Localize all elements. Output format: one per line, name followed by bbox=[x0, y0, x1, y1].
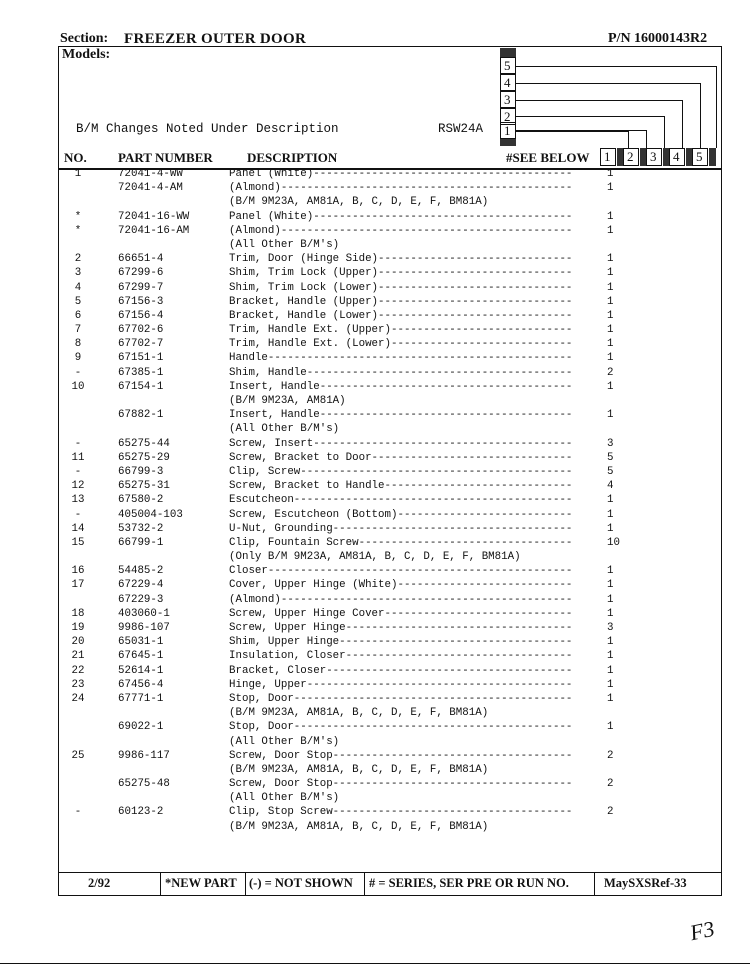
row-item-number: 12 bbox=[71, 480, 85, 493]
row-description: Bracket, Handle (Upper)------------------------------ bbox=[229, 295, 573, 308]
row-part-number: 405004-103 bbox=[118, 508, 183, 521]
row-part-number: 66799-3 bbox=[118, 465, 164, 478]
table-row bbox=[58, 735, 722, 749]
row-description: Panel (White)---------------------------------------- bbox=[229, 210, 573, 223]
row-item-number: 16 bbox=[71, 565, 85, 578]
table-row bbox=[58, 593, 722, 607]
row-description: (B/M 9M23A, AM81A) bbox=[229, 395, 346, 407]
row-quantity: 1 bbox=[607, 182, 614, 195]
table-row bbox=[58, 820, 722, 834]
footer-date: 2/92 bbox=[88, 876, 111, 890]
row-description: Shim, Upper Hinge------------------------------------ bbox=[229, 636, 573, 649]
row-quantity: 1 bbox=[607, 721, 614, 734]
footer-reference: MaySXSRef-33 bbox=[604, 876, 687, 890]
row-description: Screw, Upper Hinge----------------------------------- bbox=[229, 622, 573, 634]
parts-table bbox=[58, 167, 722, 834]
row-part-number: 54485-2 bbox=[118, 565, 164, 578]
row-quantity: 1 bbox=[607, 664, 614, 677]
table-row bbox=[58, 564, 722, 578]
table-row bbox=[58, 408, 722, 422]
row-part-number: 65031-1 bbox=[118, 636, 164, 649]
connector-line bbox=[682, 100, 683, 148]
row-quantity: 4 bbox=[607, 480, 614, 493]
row-description: Screw, Bracket to Door------------------------------- bbox=[229, 451, 573, 464]
table-row bbox=[58, 550, 722, 564]
row-description: Screw, Bracket to Handle----------------------------- bbox=[229, 480, 573, 493]
table-row bbox=[58, 621, 722, 635]
table-row bbox=[58, 167, 722, 181]
row-quantity: 10 bbox=[607, 536, 620, 549]
row-quantity: 2 bbox=[607, 806, 614, 819]
models-label: Models: bbox=[62, 47, 111, 62]
connector-line bbox=[646, 130, 647, 148]
row-description: Screw, Upper Hinge Cover----------------------------- bbox=[229, 607, 573, 620]
row-part-number: 67299-7 bbox=[118, 281, 164, 294]
row-quantity: 1 bbox=[607, 309, 614, 322]
series-col-box: 1 bbox=[600, 148, 616, 166]
row-description: (All Other B/M's) bbox=[229, 735, 340, 748]
row-item-number: 10 bbox=[71, 380, 85, 393]
bm-changes-note: B/M Changes Noted Under Description bbox=[76, 122, 339, 136]
row-item-number: 25 bbox=[71, 749, 85, 762]
row-description: (B/M 9M23A, AM81A, B, C, D, E, F, BM81A) bbox=[229, 763, 489, 776]
table-row bbox=[58, 309, 722, 323]
row-part-number: 67771-1 bbox=[118, 692, 164, 705]
row-part-number: 72041-16-WW bbox=[118, 210, 190, 223]
table-row bbox=[58, 465, 722, 479]
row-item-number: * bbox=[74, 224, 82, 237]
row-part-number: 67702-7 bbox=[118, 338, 164, 351]
row-part-number: 67882-1 bbox=[118, 409, 164, 422]
table-row bbox=[58, 791, 722, 805]
connector-line bbox=[716, 66, 717, 148]
table-row bbox=[58, 437, 722, 451]
row-part-number: 67229-4 bbox=[118, 579, 164, 592]
table-row bbox=[58, 678, 722, 692]
row-part-number: 67151-1 bbox=[118, 352, 164, 365]
row-quantity: 1 bbox=[607, 168, 614, 180]
row-part-number: 65275-48 bbox=[118, 778, 170, 791]
connector-line bbox=[516, 116, 664, 117]
row-part-number: 403060-1 bbox=[118, 607, 170, 620]
row-description: Trim, Handle Ext. (Lower)---------------------------- bbox=[229, 338, 573, 351]
row-part-number: 72041-16-AM bbox=[118, 224, 190, 237]
row-item-number: 3 bbox=[74, 267, 82, 280]
table-row bbox=[58, 181, 722, 195]
connector-line bbox=[516, 100, 682, 101]
table-row bbox=[58, 763, 722, 777]
row-part-number: 66799-1 bbox=[118, 536, 164, 549]
row-quantity: 1 bbox=[607, 253, 614, 266]
table-row bbox=[58, 493, 722, 507]
row-item-number: - bbox=[74, 437, 82, 450]
table-row bbox=[58, 210, 722, 224]
row-part-number: 67156-3 bbox=[118, 295, 164, 308]
table-row bbox=[58, 195, 722, 209]
row-part-number: 67229-3 bbox=[118, 593, 164, 606]
row-quantity: 2 bbox=[607, 749, 614, 762]
row-item-number: 2 bbox=[74, 253, 82, 266]
row-description: Insulation, Closer----------------------------------- bbox=[229, 650, 573, 663]
row-quantity: 1 bbox=[607, 508, 614, 521]
row-quantity: 1 bbox=[607, 380, 614, 393]
row-description: Stop, Door------------------------------------------- bbox=[229, 692, 573, 705]
row-item-number: 23 bbox=[71, 678, 85, 691]
row-quantity: 1 bbox=[607, 409, 614, 422]
connector-line bbox=[516, 131, 628, 132]
col-header-description: DESCRIPTION bbox=[247, 150, 338, 165]
row-description: Screw, Escutcheon (Bottom)--------------------------- bbox=[229, 508, 573, 521]
row-item-number: 15 bbox=[71, 536, 85, 549]
col-header-no: NO. bbox=[64, 150, 87, 165]
row-quantity: 1 bbox=[607, 224, 614, 237]
row-description: (B/M 9M23A, AM81A, B, C, D, E, F, BM81A) bbox=[229, 707, 489, 720]
footer-new-part: *NEW PART bbox=[165, 876, 237, 890]
row-part-number: 72041-4-WW bbox=[118, 168, 183, 180]
model-number: RSW24A bbox=[438, 122, 484, 136]
row-item-number: - bbox=[74, 465, 82, 478]
row-quantity: 1 bbox=[607, 494, 614, 507]
row-description: Hinge, Upper----------------------------------------- bbox=[229, 678, 573, 691]
row-description: (Almond)--------------------------------------------- bbox=[229, 182, 573, 195]
table-row bbox=[58, 479, 722, 493]
row-quantity: 1 bbox=[607, 565, 614, 578]
row-description: Trim, Door (Hinge Side)------------------------------ bbox=[229, 253, 573, 266]
row-description: Clip, Screw------------------------------------------ bbox=[229, 465, 573, 478]
row-description: Insert, Handle--------------------------------------- bbox=[229, 409, 573, 422]
table-row bbox=[58, 777, 722, 791]
footer-separator bbox=[245, 872, 246, 896]
series-digit-box: 1 bbox=[500, 122, 516, 139]
row-description: Insert, Handle--------------------------------------- bbox=[229, 380, 573, 393]
row-description: Closer----------------------------------------------- bbox=[229, 565, 573, 578]
series-digit-box: 4 bbox=[500, 74, 516, 91]
table-row bbox=[58, 536, 722, 550]
row-description: (All Other B/M's) bbox=[229, 792, 340, 805]
table-row bbox=[58, 380, 722, 394]
row-item-number: 5 bbox=[74, 295, 82, 308]
series-col-mark bbox=[709, 148, 716, 166]
row-part-number: 69022-1 bbox=[118, 721, 164, 734]
row-part-number: 65275-29 bbox=[118, 451, 170, 464]
table-row bbox=[58, 649, 722, 663]
row-quantity: 1 bbox=[607, 281, 614, 294]
footer-separator bbox=[160, 872, 161, 896]
footer-not-shown: (-) = NOT SHOWN bbox=[249, 876, 353, 890]
series-digit-box: 5 bbox=[500, 57, 516, 74]
table-row bbox=[58, 706, 722, 720]
table-row bbox=[58, 451, 722, 465]
row-description: Bracket, Handle (Lower)------------------------------ bbox=[229, 309, 573, 322]
table-row bbox=[58, 607, 722, 621]
row-quantity: 2 bbox=[607, 366, 614, 379]
connector-line bbox=[664, 116, 665, 148]
row-item-number: 17 bbox=[71, 579, 85, 592]
row-item-number: 24 bbox=[71, 692, 85, 705]
series-digit-box: 2 bbox=[500, 108, 516, 125]
table-row bbox=[58, 266, 722, 280]
row-quantity: 1 bbox=[607, 295, 614, 308]
series-col-box: 5 bbox=[692, 148, 708, 166]
row-item-number: * bbox=[74, 210, 82, 223]
row-item-number: 11 bbox=[71, 451, 85, 464]
row-quantity: 5 bbox=[607, 451, 614, 464]
table-row bbox=[58, 720, 722, 734]
connector-line bbox=[516, 83, 700, 84]
col-header-see-below: #SEE BELOW bbox=[506, 150, 590, 165]
row-description: Cover, Upper Hinge (White)--------------------------- bbox=[229, 579, 573, 592]
row-part-number: 67456-4 bbox=[118, 678, 164, 691]
row-item-number: 1 bbox=[74, 168, 82, 180]
row-item-number: 18 bbox=[71, 607, 85, 620]
row-item-number: 20 bbox=[71, 636, 85, 649]
table-row bbox=[58, 351, 722, 365]
series-diagram-mark bbox=[500, 48, 516, 57]
row-item-number: 7 bbox=[74, 324, 82, 337]
table-row bbox=[58, 692, 722, 706]
row-quantity: 3 bbox=[607, 622, 614, 634]
series-col-box: 3 bbox=[646, 148, 662, 166]
row-quantity: 1 bbox=[607, 352, 614, 365]
row-description: Shim, Trim Lock (Upper)------------------------------ bbox=[229, 267, 573, 280]
row-item-number: 19 bbox=[71, 622, 85, 634]
row-quantity: 1 bbox=[607, 267, 614, 280]
row-description: Handle----------------------------------------------- bbox=[229, 352, 573, 365]
connector-line bbox=[628, 131, 629, 148]
table-row bbox=[58, 578, 722, 592]
row-part-number: 53732-2 bbox=[118, 522, 164, 535]
connector-line bbox=[516, 66, 716, 67]
row-part-number: 9986-117 bbox=[118, 749, 170, 762]
row-description: (Only B/M 9M23A, AM81A, B, C, D, E, F, BM81A) bbox=[229, 551, 521, 564]
table-row bbox=[58, 805, 722, 819]
row-description: Screw, Insert---------------------------------------- bbox=[229, 437, 573, 450]
row-quantity: 1 bbox=[607, 636, 614, 649]
col-header-part-number: PART NUMBER bbox=[118, 150, 213, 165]
row-item-number: - bbox=[74, 366, 82, 379]
table-row bbox=[58, 323, 722, 337]
row-part-number: 72041-4-AM bbox=[118, 182, 183, 195]
row-item-number: 14 bbox=[71, 522, 85, 535]
row-description: Clip, Fountain Screw--------------------------------- bbox=[229, 536, 573, 549]
table-row bbox=[58, 522, 722, 536]
row-quantity: 1 bbox=[607, 678, 614, 691]
row-description: (B/M 9M23A, AM81A, B, C, D, E, F, BM81A) bbox=[229, 196, 489, 209]
handwritten-note: F3 bbox=[687, 915, 717, 946]
row-part-number: 65275-44 bbox=[118, 437, 170, 450]
series-col-box: 4 bbox=[669, 148, 685, 166]
series-digit-box: 3 bbox=[500, 91, 516, 108]
row-description: (All Other B/M's) bbox=[229, 238, 340, 251]
row-part-number: 67299-6 bbox=[118, 267, 164, 280]
table-row bbox=[58, 224, 722, 238]
row-description: Stop, Door------------------------------------------- bbox=[229, 721, 573, 734]
row-quantity: 1 bbox=[607, 522, 614, 535]
row-description: Trim, Handle Ext. (Upper)---------------------------- bbox=[229, 324, 573, 337]
row-part-number: 65275-31 bbox=[118, 480, 170, 493]
row-quantity: 1 bbox=[607, 593, 614, 606]
row-part-number: 67154-1 bbox=[118, 380, 164, 393]
row-quantity: 1 bbox=[607, 607, 614, 620]
table-row bbox=[58, 635, 722, 649]
row-description: Shim, Trim Lock (Lower)------------------------------ bbox=[229, 281, 573, 294]
row-quantity: 1 bbox=[607, 210, 614, 223]
row-part-number: 67580-2 bbox=[118, 494, 164, 507]
row-description: (Almond)--------------------------------------------- bbox=[229, 593, 573, 606]
page-bottom-rule bbox=[0, 963, 750, 964]
row-quantity: 1 bbox=[607, 579, 614, 592]
series-col-box: 2 bbox=[623, 148, 639, 166]
row-item-number: - bbox=[74, 806, 82, 819]
table-row bbox=[58, 295, 722, 309]
table-row bbox=[58, 664, 722, 678]
row-quantity: 1 bbox=[607, 324, 614, 337]
series-diagram-mark bbox=[500, 139, 516, 146]
row-quantity: 1 bbox=[607, 338, 614, 351]
row-description: U-Nut, Grounding------------------------------------- bbox=[229, 522, 573, 535]
row-quantity: 1 bbox=[607, 650, 614, 663]
table-row bbox=[58, 281, 722, 295]
footer-series-note: # = SERIES, SER PRE OR RUN NO. bbox=[369, 876, 569, 890]
footer-separator bbox=[594, 872, 595, 896]
row-part-number: 52614-1 bbox=[118, 664, 164, 677]
section-label: Section: bbox=[60, 31, 109, 46]
row-item-number: 9 bbox=[74, 352, 82, 365]
table-row bbox=[58, 252, 722, 266]
row-description: (Almond)--------------------------------------------- bbox=[229, 224, 573, 237]
row-part-number: 67645-1 bbox=[118, 650, 164, 663]
row-item-number: 21 bbox=[71, 650, 85, 663]
row-part-number: 67156-4 bbox=[118, 309, 164, 322]
table-row bbox=[58, 337, 722, 351]
row-item-number: 22 bbox=[71, 664, 85, 677]
row-item-number: 13 bbox=[71, 494, 85, 507]
row-item-number: 6 bbox=[74, 309, 82, 322]
row-description: Escutcheon------------------------------------------- bbox=[229, 494, 573, 507]
table-row bbox=[58, 749, 722, 763]
connector-line bbox=[700, 83, 701, 148]
row-part-number: 66651-4 bbox=[118, 253, 164, 266]
row-description: (All Other B/M's) bbox=[229, 423, 340, 436]
row-description: Shim, Handle----------------------------------------- bbox=[229, 366, 573, 379]
row-quantity: 2 bbox=[607, 778, 614, 791]
row-quantity: 1 bbox=[607, 692, 614, 705]
row-item-number: - bbox=[74, 508, 82, 521]
row-quantity: 5 bbox=[607, 465, 614, 478]
row-description: Screw, Door Stop------------------------------------- bbox=[229, 749, 573, 762]
row-description: Bracket, Closer-------------------------------------- bbox=[229, 664, 573, 677]
row-description: (B/M 9M23A, AM81A, B, C, D, E, F, BM81A) bbox=[229, 820, 489, 833]
row-part-number: 67385-1 bbox=[118, 366, 164, 379]
footer-separator bbox=[364, 872, 365, 896]
part-number: P/N 16000143R2 bbox=[608, 31, 708, 46]
row-description: Clip, Stop Screw------------------------------------- bbox=[229, 806, 573, 819]
table-row bbox=[58, 422, 722, 436]
row-part-number: 60123-2 bbox=[118, 806, 164, 819]
table-row bbox=[58, 394, 722, 408]
table-row bbox=[58, 238, 722, 252]
row-description: Screw, Door Stop------------------------------------- bbox=[229, 778, 573, 791]
row-part-number: 9986-107 bbox=[118, 622, 170, 634]
section-title: FREEZER OUTER DOOR bbox=[124, 31, 307, 47]
row-quantity: 3 bbox=[607, 437, 614, 450]
row-description: Panel (White)---------------------------------------- bbox=[229, 168, 573, 180]
table-row bbox=[58, 366, 722, 380]
table-row bbox=[58, 508, 722, 522]
row-part-number: 67702-6 bbox=[118, 324, 164, 337]
row-item-number: 4 bbox=[74, 281, 82, 294]
row-item-number: 8 bbox=[74, 338, 82, 351]
